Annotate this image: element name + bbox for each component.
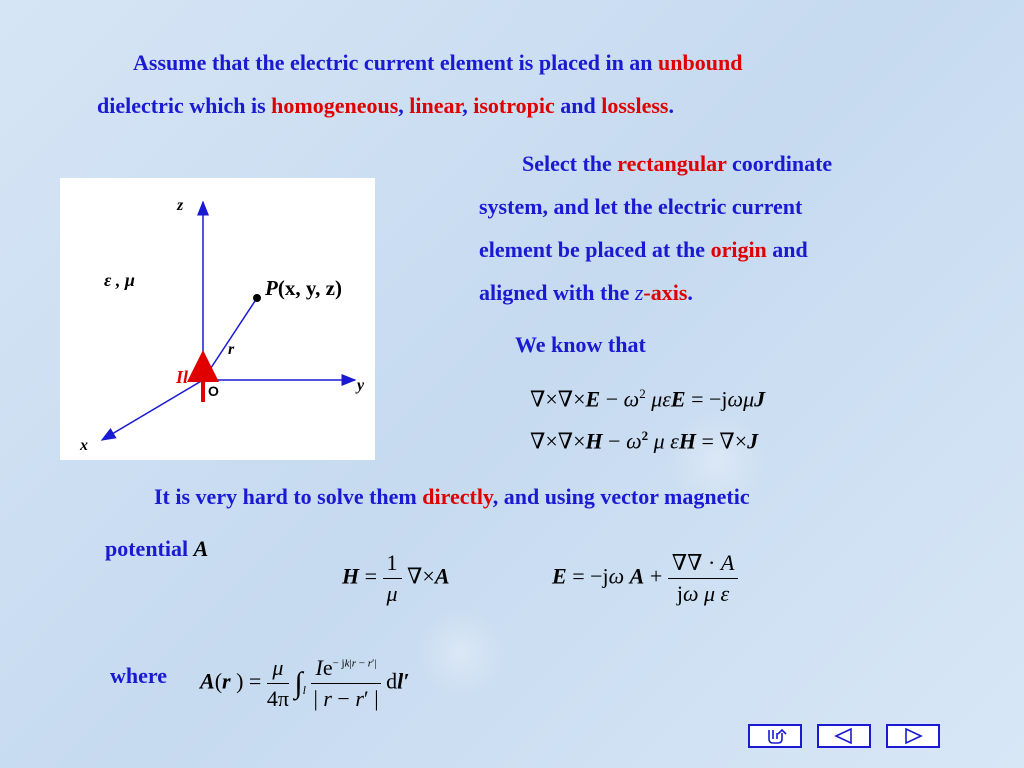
- keyword-rectangular: rectangular: [617, 151, 727, 176]
- we-know-text: We know that: [515, 332, 646, 357]
- y-label: y: [357, 377, 365, 394]
- comma: ,: [398, 93, 404, 118]
- z-symbol: z: [634, 280, 644, 305]
- and-text: and: [560, 93, 596, 118]
- coord-line-1: [522, 153, 832, 175]
- x-label: x: [80, 437, 88, 454]
- hard-text: , and using vector magnetic: [492, 484, 750, 509]
- period: .: [687, 280, 693, 305]
- keyword-lossless: lossless: [601, 93, 669, 118]
- intro-text: dielectric which is: [97, 93, 266, 118]
- equation-e-field: $\nabla\times\nabla\times E - \omega^2$ μεE = −jωμJ: [530, 386, 766, 412]
- coord-text: Select the: [522, 151, 612, 176]
- hard-text: It is very hard to solve them: [154, 484, 417, 509]
- equation-h-from-a: H = $\frac{1}{\mu}$ ∇×A: [342, 550, 450, 606]
- eps-mu-label: ε , μ: [104, 270, 135, 290]
- coord-line-4: [479, 282, 693, 304]
- comma: ,: [462, 93, 468, 118]
- keyword-axis: -axis: [643, 280, 688, 305]
- keyword-isotropic: isotropic: [473, 93, 555, 118]
- triangle-left-icon: [830, 727, 858, 745]
- coord-line-3: [479, 239, 808, 261]
- coord-text: coordinate: [731, 151, 833, 176]
- coord-line-2: system, and let the electric current: [479, 194, 803, 219]
- next-button[interactable]: [886, 724, 940, 748]
- triangle-right-icon: [899, 727, 927, 745]
- previous-button[interactable]: [817, 724, 871, 748]
- return-icon: [760, 727, 790, 745]
- hard-line: [154, 486, 750, 508]
- r-vector: [203, 298, 257, 380]
- x-axis: [102, 380, 203, 440]
- equation-e-from-a: E = −jω A + $\frac{\nabla\nabla \cdot A}{\text{jω μ ε}}$: [552, 550, 738, 607]
- z-label: z: [177, 197, 184, 214]
- il-label: Il: [176, 367, 189, 387]
- r-label: r: [228, 341, 235, 358]
- equation-vector-potential: A(r ) = $\frac{\mu}{4\pi}$ $\int_l$ $\frac{Ie^{- jk|r - r'|}}{| r - r' |}$ dl′: [200, 655, 410, 711]
- a-symbol: A: [193, 536, 209, 561]
- intro-line-1: [133, 52, 742, 74]
- keyword-homogeneous: homogeneous: [271, 93, 399, 118]
- coord-text: element be placed at the: [479, 237, 706, 262]
- axes-figure: [60, 178, 375, 460]
- keyword-directly: directly: [422, 484, 493, 509]
- period: .: [668, 93, 674, 118]
- coord-text: aligned with the: [479, 280, 630, 305]
- keyword-origin: origin: [710, 237, 767, 262]
- intro-line-2: [97, 95, 674, 117]
- p-label: P(x, y, z): [265, 276, 342, 300]
- keyword-unbound: unbound: [658, 50, 743, 75]
- return-button[interactable]: [748, 724, 802, 748]
- potential-text: potential: [105, 536, 189, 561]
- keyword-linear: linear: [409, 93, 463, 118]
- coord-text: and: [772, 237, 808, 262]
- where-text: where: [110, 663, 168, 688]
- intro-text: Assume that the electric current element is placed in an: [133, 50, 653, 75]
- origin-label: O: [208, 383, 219, 399]
- potential-line: [105, 538, 208, 560]
- coordinate-diagram: [60, 178, 375, 460]
- point-p: [253, 294, 261, 302]
- equation-h-field: $\nabla\times\nabla\times H - \omega^2$ μ εH = ∇×J: [530, 428, 759, 454]
